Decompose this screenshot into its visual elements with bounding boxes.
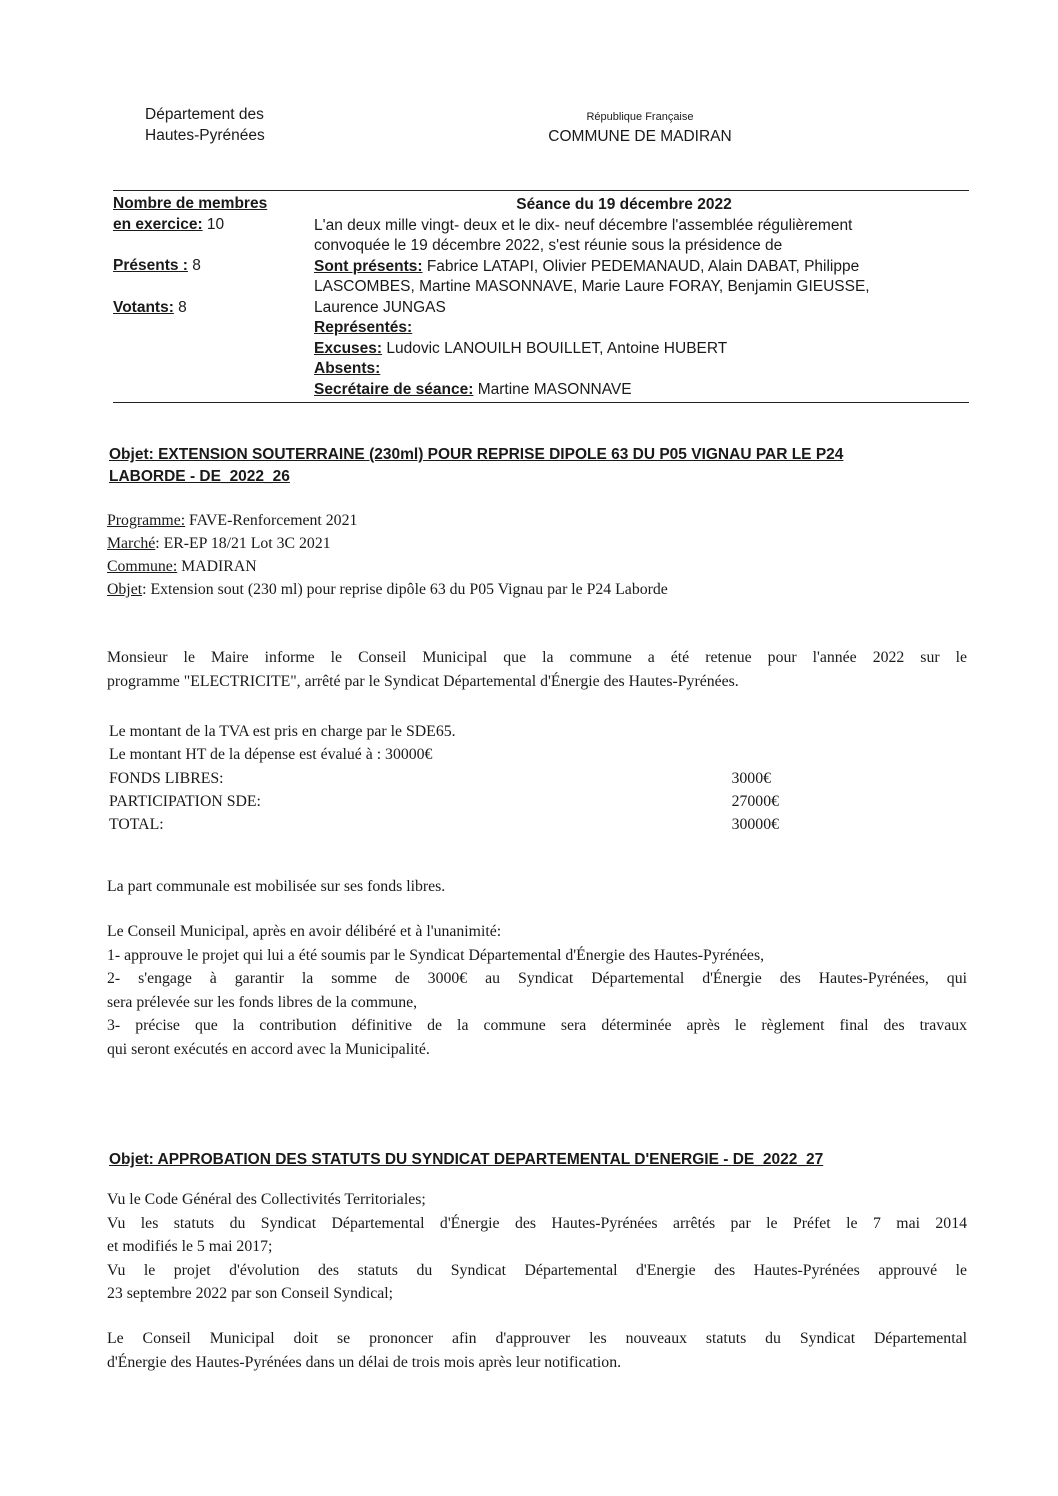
commune-label-field: Commune: [107,558,178,575]
amount-value: 3000€ [731,769,771,787]
session-excused [314,339,974,360]
objet1-heading [109,444,959,488]
objet1-heading-line2: LABORDE - DE_2022_26 [109,468,290,485]
programme-line [107,509,907,532]
republic-block [500,110,780,147]
session-line2: convoquée le 19 décembre 2022, s'est réunie sous la présidence de [314,237,783,254]
secretary-label: Secrétaire de séance: [314,380,474,398]
amount-row [109,767,789,790]
decision-2-line2: sera prélevée sur les fonds libres de la commune, [107,993,418,1011]
present-list-line1: Fabrice LATAPI, Olivier PEDEMANAUD, Alain DABAT, Philippe [422,257,860,275]
objet-value: : Extension sout (230 ml) pour reprise dipôle 63 du P05 Vignau par le P24 Laborde [142,581,668,598]
table-top-rule [113,190,969,191]
members-present [113,257,201,275]
intro-paragraph [107,646,967,693]
session-column [314,195,974,400]
present-list-line2: LASCOMBES, Martine MASONNAVE, Marie Laure FORAY, Benjamin GIEUSSE, [314,278,870,295]
vu-3-line2: 23 septembre 2022 par son Conseil Syndical; [107,1285,394,1302]
vu-3-line1: Vu le projet d'évolution des statuts du Syndicat Départemental d'Energie des Hautes-Pyrénées approuvé le [107,1261,967,1279]
objet-line [107,578,907,601]
commune-line [107,555,907,578]
present-value: 8 [187,257,201,274]
conclusion-line2: d'Énergie des Hautes-Pyrénées dans un délai de trois mois après leur notification. [107,1353,622,1371]
objet-label: Objet [107,581,143,598]
decision-3-line1: 3- précise que la contribution définitive de la commune sera déterminée après le règlement final des travaux [107,1017,967,1034]
vu-2-line2: et modifiés le 5 mai 2017; [107,1238,273,1255]
members-exercise [113,216,224,234]
vu-1: Vu le Code Général des Collectivités Territoriales; [107,1191,426,1208]
members-voters [113,299,187,317]
excused-value: Ludovic LANOUILH BOUILLET, Antoine HUBERT [382,339,728,357]
amount-label: FONDS LIBRES: [109,769,224,787]
session-title: Séance du 19 décembre 2022 [516,196,732,213]
marche-line [107,532,907,555]
amount-row [109,790,789,813]
decision-intro: Le Conseil Municipal, après en avoir délibéré et à l'unanimité: [107,923,502,940]
programme-value: FAVE-Renforcement 2021 [185,512,358,529]
amount-value: 27000€ [731,792,779,810]
amount-label: PARTICIPATION SDE: [109,792,261,810]
present-list-label: Sont présents: [314,257,423,275]
conclusion-block [107,1327,967,1374]
voters-value: 8 [173,299,187,316]
marche-value: : ER-EP 18/21 Lot 3C 2021 [155,535,331,552]
exercise-value: 10 [202,216,225,233]
absent-label: Absents: [314,360,381,377]
republic-label: République Française [586,111,694,123]
represented-label: Représentés: [314,319,413,336]
commune-value: MADIRAN [177,558,257,575]
marche-label: Marché [107,535,156,552]
conclusion-line1: Le Conseil Municipal doit se prononcer afin d'approuver les nouveaux statuts du Syndicat Départemental [107,1330,967,1347]
department-line2: Hautes-Pyrénées [145,127,265,144]
voters-label: Votants: [113,299,174,316]
decision-1: 1- approuve le projet qui lui a été soumis par le Syndicat Départemental d'Énergie des Hautes-Pyrénées, [107,946,765,964]
amount-label: TOTAL: [109,816,164,834]
amount-value: 30000€ [731,816,779,834]
tva-line: Le montant de la TVA est pris en charge par le SDE65. [109,723,456,740]
decision-3-line2: qui seront exécutés en accord avec la Municipalité. [107,1040,430,1058]
objet1-heading-line1: Objet: EXTENSION SOUTERRAINE (230ml) POUR REPRISE DIPOLE 63 DU P05 VIGNAU PAR LE P24 [109,446,844,463]
decision-block [107,920,967,1061]
session-present [314,257,974,278]
present-list-line3: Laurence JUNGAS [314,298,446,316]
decision-2-line1: 2- s'engage à garantir la somme de 3000€ au Syndicat Départemental d'Énergie des Hautes-Pyrénées, qui [107,970,967,987]
commune-label: COMMUNE DE MADIRAN [548,128,732,145]
department-block [145,104,265,146]
exercise-label: en exercice: [113,216,203,233]
members-title: Nombre de membres [113,195,268,212]
vu-2-line1: Vu les statuts du Syndicat Départemental d'Énergie des Hautes-Pyrénées arrêtés par le Préfet le 7 mai 2014 [107,1214,967,1232]
table-bottom-rule [113,402,969,403]
objet2-heading: Objet: APPROBATION DES STATUTS DU SYNDICAT DEPARTEMENTAL D'ENERGIE - DE_2022_27 [109,1151,824,1168]
excused-label: Excuses: [314,339,383,357]
ht-line: Le montant HT de la dépense est évalué à : 30000€ [109,746,433,764]
session-line1: L'an deux mille vingt- deux et le dix- neuf décembre l'assemblée régulièrement [314,216,853,234]
secretary-value: Martine MASONNAVE [473,380,632,398]
amount-row [109,813,789,836]
present-label: Présents : [113,257,188,274]
part-communale: La part communale est mobilisée sur ses fonds libres. [107,878,446,895]
programme-label: Programme: [107,512,186,529]
programme-block [107,509,907,601]
session-secretary [314,380,974,401]
department-line1: Département des [145,106,264,123]
vu-block [107,1188,967,1306]
intro-line2: programme "ELECTRICITE", arrêté par le Syndicat Départemental d'Énergie des Hautes-Pyrénées. [107,672,739,690]
amounts-block [109,720,789,836]
intro-line1: Monsieur le Maire informe le Conseil Municipal que la commune a été retenue pour l'année 2022 sur le [107,649,967,666]
